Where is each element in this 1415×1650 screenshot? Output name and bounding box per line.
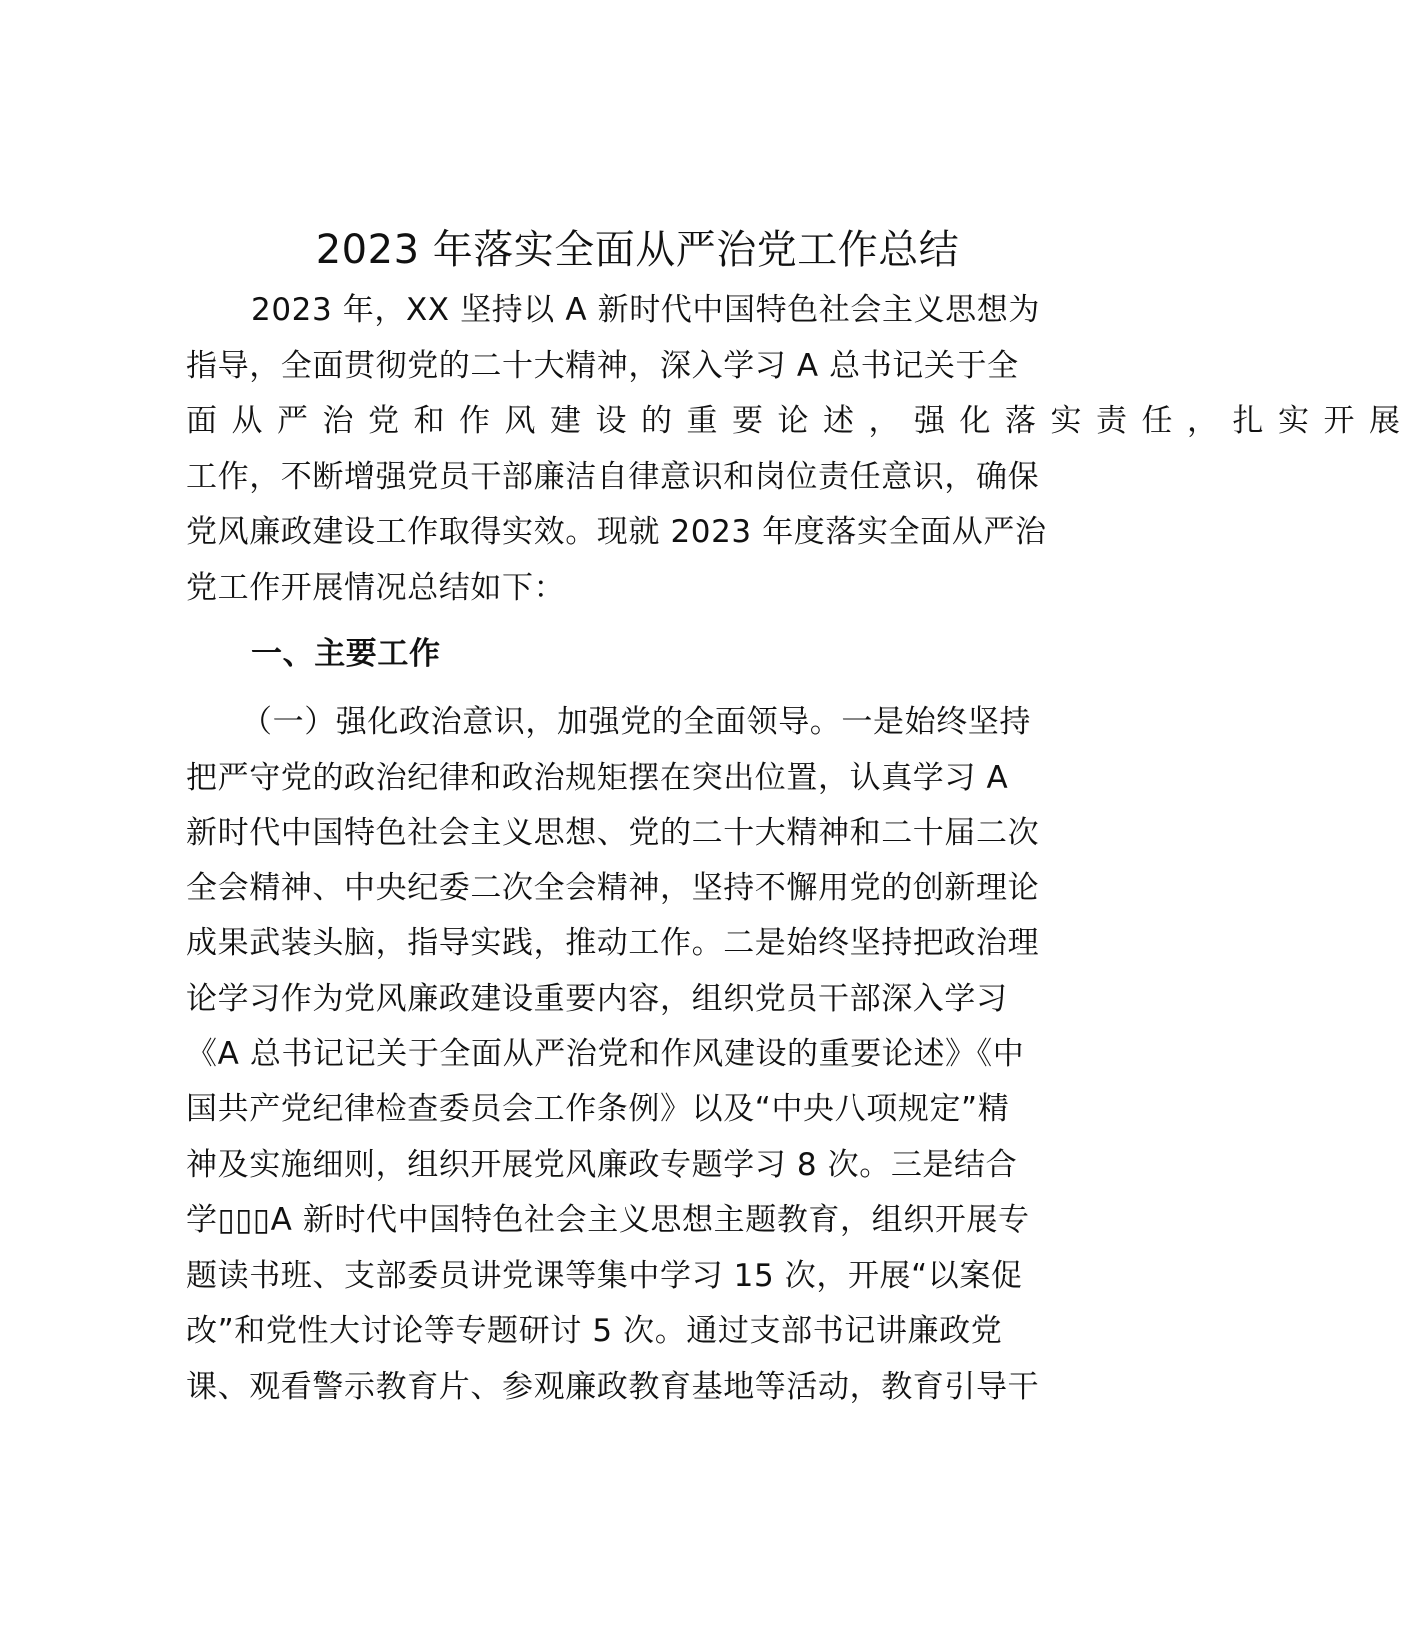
paragraph-line: 改”和党性大讨论等专题研讨 5 次。通过支部书记讲廉政党: [186, 1313, 1003, 1349]
paragraph-line: 神及实施细则，组织开展党风廉政专题学习 8 次。三是结合: [186, 1147, 1018, 1183]
paragraph-line: 课、观看警示教育片、参观廉政教育基地等活动，教育引导干: [186, 1369, 1040, 1405]
section-heading: 一、主要工作: [251, 636, 441, 672]
document-title: 2023 年落实全面从严治党工作总结: [315, 227, 960, 273]
paragraph-line: 党风廉政建设工作取得实效。现就 2023 年度落实全面从严治: [186, 514, 1047, 550]
paragraph-line: 成果武装头脑，指导实践，推动工作。二是始终坚持把政治理: [186, 925, 1040, 961]
paragraph-line: 党工作开展情况总结如下：: [186, 570, 566, 606]
paragraph-line: 面从严治党和作风建设的重要论述，强化落实责任，扎实开展: [186, 403, 1415, 439]
paragraph-line: 学▯▯▯A 新时代中国特色社会主义思想主题教育，组织开展专: [186, 1202, 1030, 1238]
paragraph-line: 工作，不断增强党员干部廉洁自律意识和岗位责任意识，确保: [186, 459, 1040, 495]
paragraph-line: 国共产党纪律检查委员会工作条例》以及“中央八项规定”精: [186, 1091, 1010, 1127]
paragraph-line: 全会精神、中央纪委二次全会精神，坚持不懈用党的创新理论: [186, 870, 1040, 906]
paragraph-line: 把严守党的政治纪律和政治规矩摆在突出位置，认真学习 A: [186, 760, 1009, 796]
paragraph-line: 《A 总书记记关于全面从严治党和作风建设的重要论述》《中: [186, 1036, 1025, 1072]
paragraph-line: 新时代中国特色社会主义思想、党的二十大精神和二十届二次: [186, 815, 1040, 851]
paragraph-line: （一）强化政治意识，加强党的全面领导。一是始终坚持: [241, 704, 1031, 740]
paragraph-line: 论学习作为党风廉政建设重要内容，组织党员干部深入学习: [186, 981, 1008, 1017]
paragraph-line: 题读书班、支部委员讲党课等集中学习 15 次，开展“以案促: [186, 1258, 1023, 1294]
paragraph-line: 2023 年，XX 坚持以 A 新时代中国特色社会主义思想为: [251, 292, 1040, 328]
paragraph-line: 指导，全面贯彻党的二十大精神，深入学习 A 总书记关于全: [186, 348, 1019, 384]
